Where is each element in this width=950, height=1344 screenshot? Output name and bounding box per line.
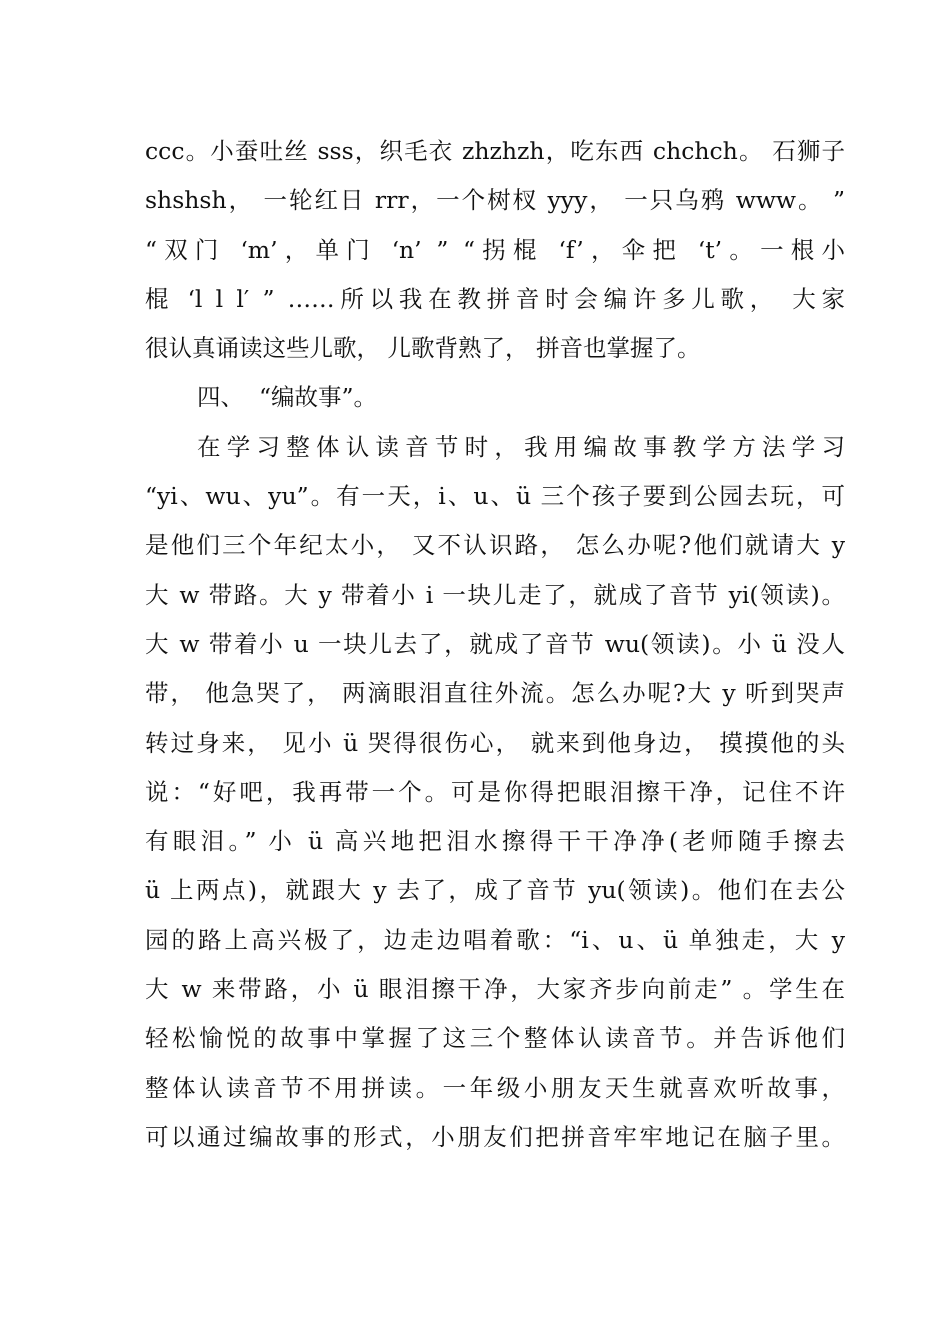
text-line-4: 棍 ‘l l l′ ” ……所以我在教拼音时会编许多儿歌， 大家 — [145, 284, 845, 313]
text-line-3: “双门 ‘m’，单门 ‘n’ ” “拐棍 ‘f’，伞把 ‘t’。一根小 — [145, 235, 845, 264]
section-heading: 四、 “编故事”。 — [197, 383, 377, 412]
text-line-13: 转过身来， 见小 ü 哭得很伤心， 就来到他身边， 摸摸他的头 — [145, 728, 845, 757]
text-line-19: 轻松愉悦的故事中掌握了这三个整体认读音节。并告诉他们 — [145, 1024, 845, 1053]
text-line-20: 整体认读音节不用拼读。一年级小朋友天生就喜欢听故事， — [145, 1073, 845, 1102]
text-line-8: “yi、wu、yu”。有一天，i、u、ü 三个孩子要到公园去玩，可 — [145, 482, 845, 511]
text-line-2: shshsh， 一轮红日 rrr，一个树杈 yyy， 一只乌鸦 www。 ” — [145, 186, 845, 215]
text-line-16: ü 上两点)，就跟大 y 去了，成了音节 yu(领读)。他们在去公 — [145, 876, 845, 905]
text-line-10: 大 w 带路。大 y 带着小 i 一块儿走了，就成了音节 yi(领读)。 — [145, 580, 845, 609]
text-line-11: 大 w 带着小 u 一块儿去了，就成了音节 wu(领读)。小 ü 没人 — [145, 629, 845, 658]
text-line-1: ccc。小蚕吐丝 sss，织毛衣 zhzhzh，吃东西 chchch。 石狮子 — [145, 137, 845, 165]
text-line-21: 可以通过编故事的形式，小朋友们把拼音牢牢地记在脑子里。 — [145, 1122, 845, 1151]
text-line-18: 大 w 来带路，小 ü 眼泪擦干净，大家齐步向前走” 。学生在 — [145, 975, 845, 1004]
text-line-5: 很认真诵读这些儿歌， 儿歌背熟了， 拼音也掌握了。 — [145, 334, 701, 363]
text-line-9: 是他们三个年纪太小， 又不认识路， 怎么办呢?他们就请大 y — [145, 531, 845, 560]
text-line-17: 园的路上高兴极了，边走边唱着歌：“i、u、ü 单独走，大 y — [145, 925, 845, 954]
text-line-15: 有眼泪。” 小 ü 高兴地把泪水擦得干干净净(老师随手擦去 — [145, 827, 845, 856]
text-line-12: 带， 他急哭了， 两滴眼泪直往外流。怎么办呢?大 y 听到哭声 — [145, 679, 845, 708]
text-line-7: 在学习整体认读音节时，我用编故事教学方法学习 — [197, 432, 845, 461]
text-line-14: 说：“好吧，我再带一个。可是你得把眼泪擦干净，记住不许 — [145, 777, 845, 806]
body-text — [145, 127, 845, 1162]
